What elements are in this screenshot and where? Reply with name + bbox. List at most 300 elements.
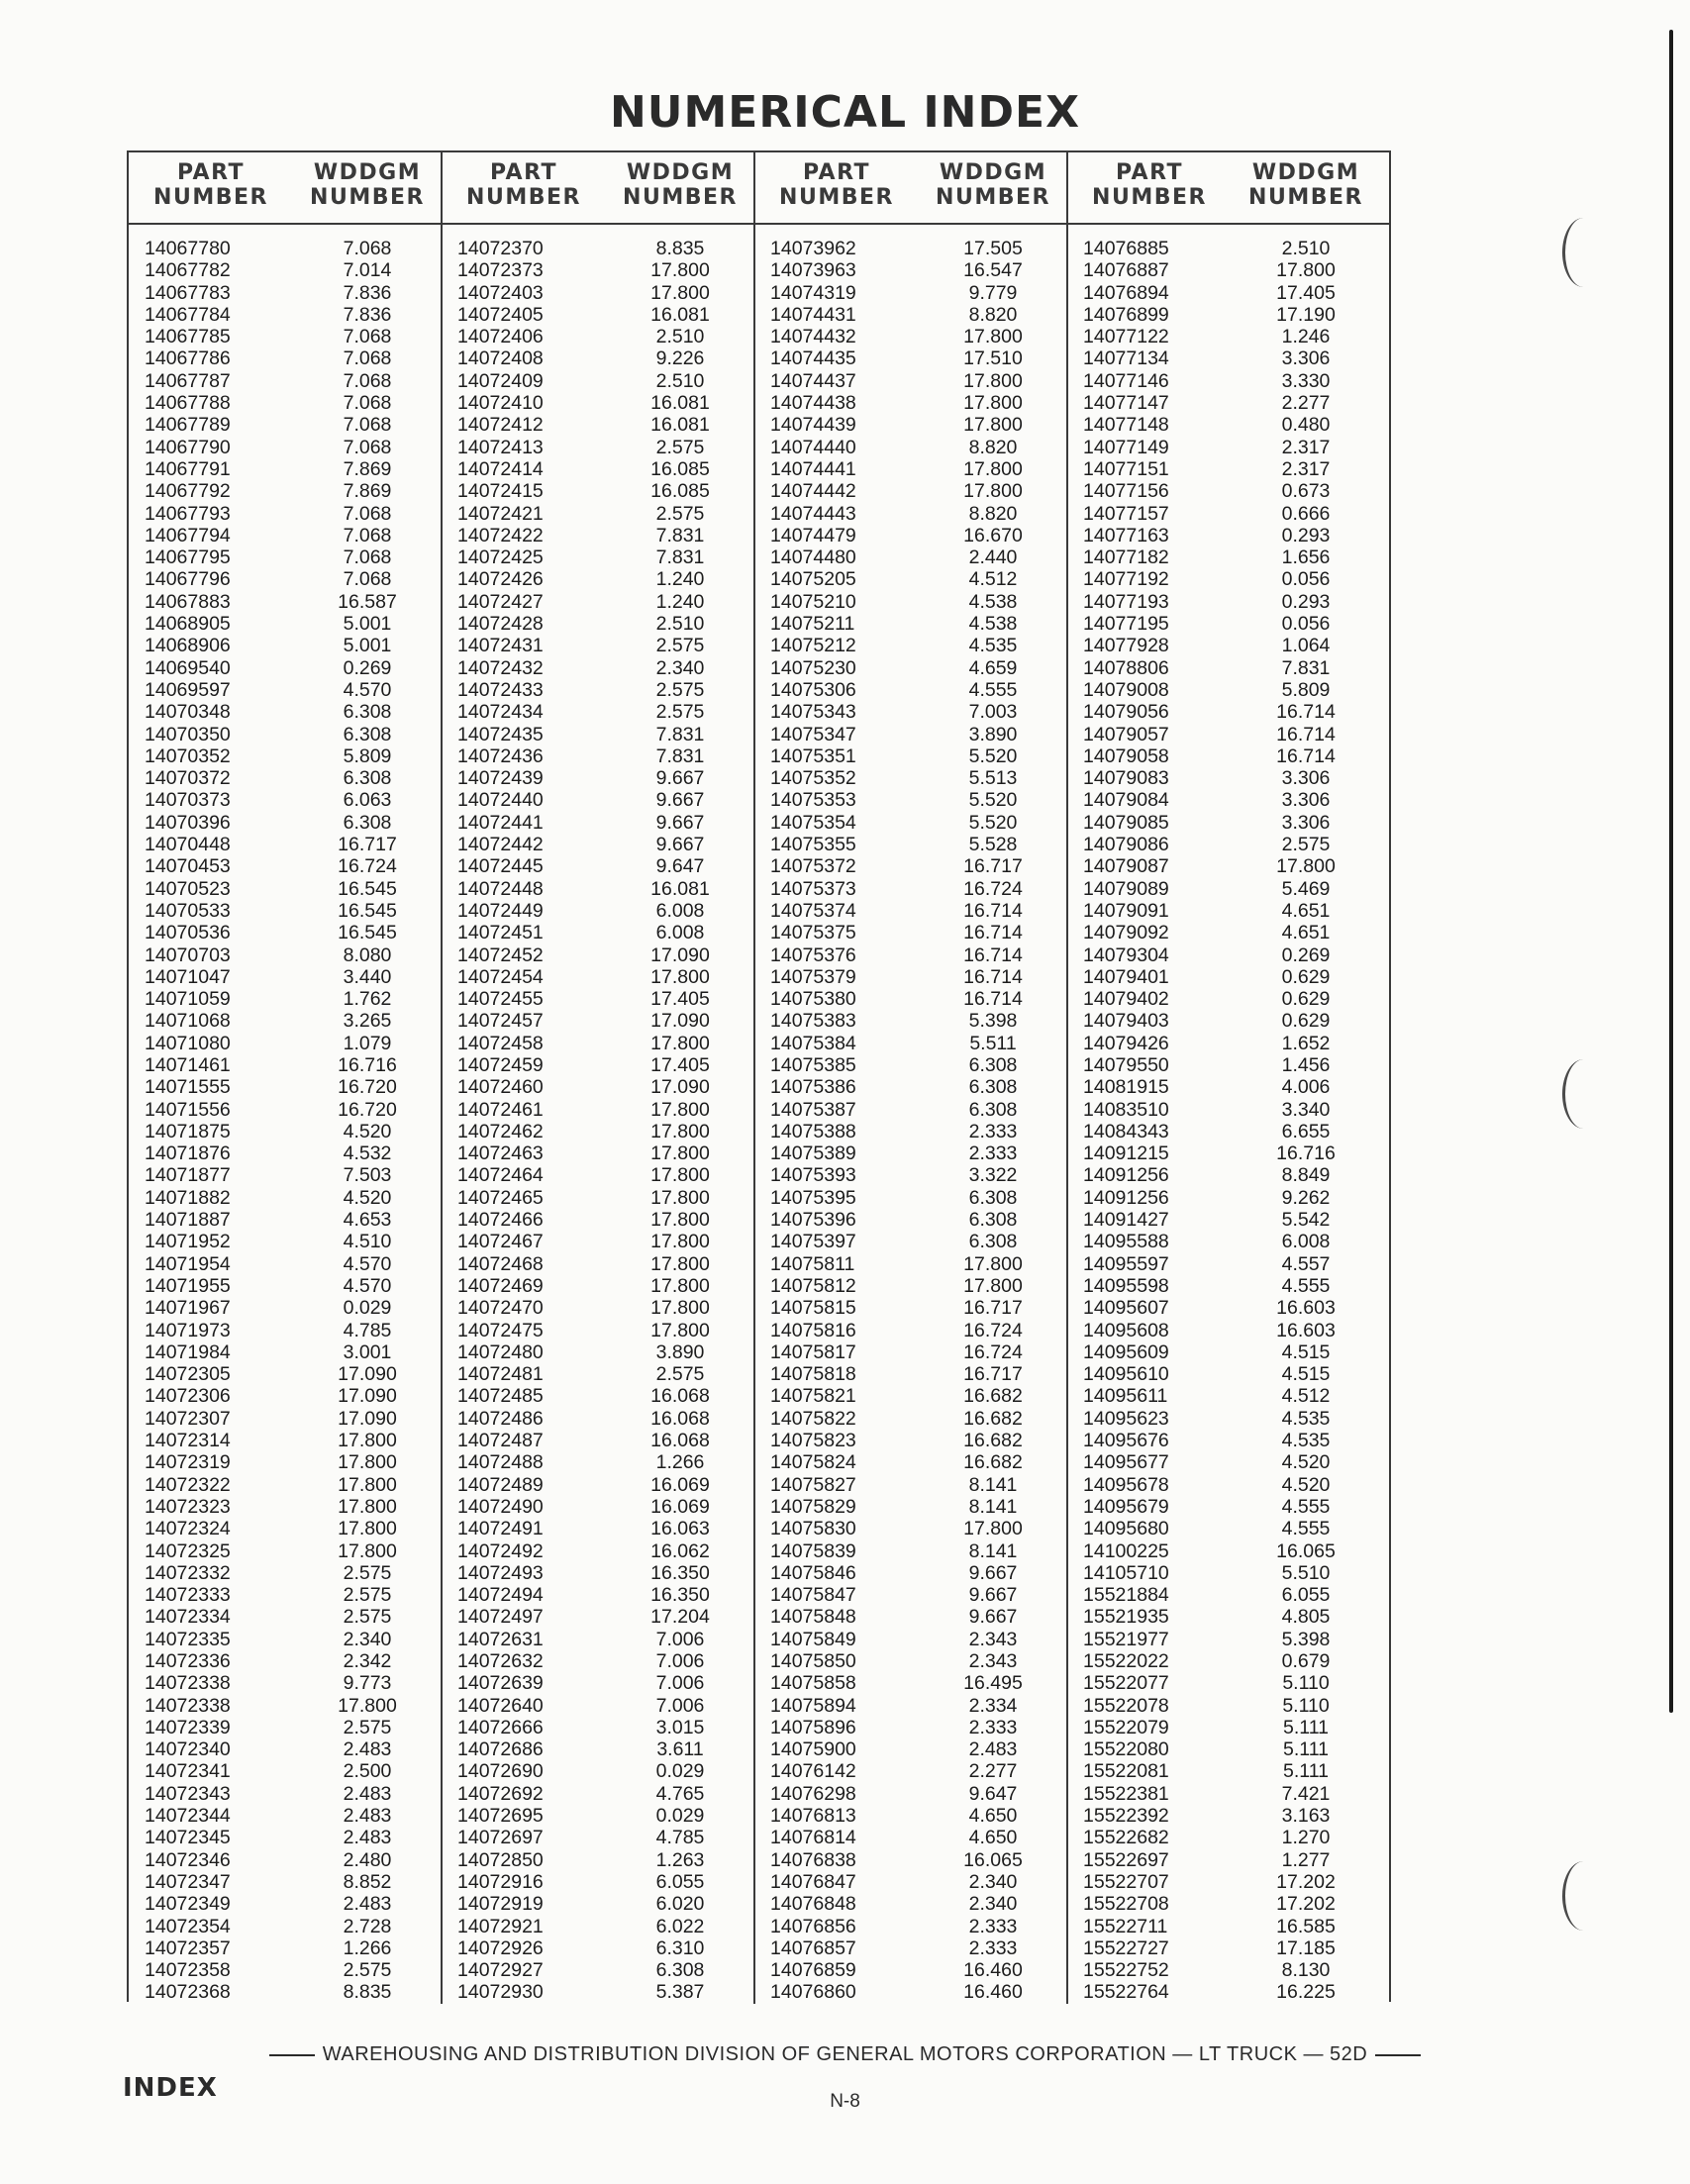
table-row bbox=[129, 635, 442, 656]
table-row bbox=[442, 1937, 754, 1959]
part-number: 14075827 bbox=[770, 1473, 856, 1496]
part-number: 14077157 bbox=[1083, 502, 1169, 525]
wddgm-number: 16.717 bbox=[963, 1297, 1023, 1320]
wddgm-number: 17.090 bbox=[650, 1010, 710, 1033]
part-number: 14067786 bbox=[145, 347, 231, 370]
table-row bbox=[754, 1518, 1067, 1539]
table-row bbox=[442, 1408, 754, 1430]
part-number: 14076142 bbox=[770, 1760, 856, 1783]
wddgm-number: 4.555 bbox=[1281, 1274, 1331, 1297]
part-number: 14072439 bbox=[457, 767, 544, 790]
part-number: 14072467 bbox=[457, 1231, 544, 1253]
wddgm-number: 16.545 bbox=[338, 899, 397, 922]
part-number: 14070352 bbox=[145, 745, 231, 767]
part-number: 14071967 bbox=[145, 1297, 231, 1320]
table-row bbox=[1067, 347, 1380, 369]
part-number: 14076887 bbox=[1083, 259, 1169, 282]
table-row bbox=[754, 1981, 1067, 2003]
table-row bbox=[754, 1363, 1067, 1385]
part-number: 14077149 bbox=[1083, 436, 1169, 458]
part-number: 14072305 bbox=[145, 1363, 231, 1386]
wddgm-number: 9.773 bbox=[343, 1672, 392, 1695]
part-number: 14084343 bbox=[1083, 1120, 1169, 1142]
table-row bbox=[754, 812, 1067, 834]
wddgm-number: 5.520 bbox=[968, 789, 1018, 812]
part-number: 14067883 bbox=[145, 590, 231, 613]
wddgm-number: 6.022 bbox=[655, 1915, 705, 1937]
wddgm-number: 17.800 bbox=[338, 1430, 397, 1452]
table-row bbox=[442, 1562, 754, 1584]
table-row bbox=[1067, 259, 1380, 281]
part-number: 14074432 bbox=[770, 326, 856, 348]
wddgm-number: 2.483 bbox=[343, 1805, 392, 1828]
part-number: 14074438 bbox=[770, 392, 856, 415]
table-row bbox=[754, 525, 1067, 546]
part-number: 14076848 bbox=[770, 1893, 856, 1916]
part-number: 14075375 bbox=[770, 922, 856, 944]
wddgm-number: 2.483 bbox=[343, 1782, 392, 1805]
wddgm-number: 0.029 bbox=[343, 1297, 392, 1320]
part-number-header-line1: PART bbox=[176, 160, 246, 185]
part-number: 14067792 bbox=[145, 480, 231, 503]
page-title: NUMERICAL INDEX bbox=[609, 87, 1081, 138]
table-row bbox=[754, 966, 1067, 988]
wddgm-number-header bbox=[1232, 160, 1380, 210]
part-number: 15522081 bbox=[1083, 1760, 1169, 1783]
wddgm-number: 7.831 bbox=[655, 524, 705, 546]
table-row bbox=[129, 944, 442, 966]
part-number: 14071875 bbox=[145, 1120, 231, 1142]
table-row bbox=[1067, 1562, 1380, 1584]
table-row bbox=[442, 1430, 754, 1451]
table-row bbox=[1067, 525, 1380, 546]
wddgm-number: 2.277 bbox=[1281, 392, 1331, 415]
part-number: 14067794 bbox=[145, 524, 231, 546]
wddgm-number: 6.308 bbox=[343, 811, 392, 834]
part-number: 15521884 bbox=[1083, 1584, 1169, 1607]
wddgm-number: 17.800 bbox=[963, 326, 1023, 348]
part-number: 14072459 bbox=[457, 1053, 544, 1076]
table-row bbox=[1067, 701, 1380, 723]
table-row bbox=[129, 1916, 442, 1937]
wddgm-number: 9.647 bbox=[655, 855, 705, 878]
wddgm-number: 7.006 bbox=[655, 1650, 705, 1672]
table-row bbox=[129, 1717, 442, 1738]
table-row bbox=[442, 1805, 754, 1827]
table-row bbox=[1067, 480, 1380, 502]
part-number: 14075849 bbox=[770, 1628, 856, 1650]
wddgm-number: 6.308 bbox=[968, 1186, 1018, 1209]
wddgm-number: 4.785 bbox=[655, 1827, 705, 1849]
wddgm-number: 2.483 bbox=[968, 1738, 1018, 1761]
part-number: 14075839 bbox=[770, 1539, 856, 1562]
wddgm-number: 5.110 bbox=[1282, 1672, 1330, 1695]
table-row bbox=[442, 878, 754, 900]
wddgm-number: 7.068 bbox=[343, 238, 392, 259]
wddgm-number: 3.001 bbox=[343, 1340, 392, 1363]
wddgm-number-header-line2: NUMBER bbox=[1248, 185, 1363, 210]
table-row bbox=[1067, 613, 1380, 635]
wddgm-number: 5.111 bbox=[1283, 1716, 1329, 1738]
part-number: 14070536 bbox=[145, 922, 231, 944]
part-number: 14072451 bbox=[457, 922, 544, 944]
wddgm-number-header-line1: WDDGM bbox=[313, 160, 422, 185]
part-number: 14077147 bbox=[1083, 392, 1169, 415]
table-row bbox=[1067, 657, 1380, 679]
part-number-header-line2: NUMBER bbox=[779, 185, 894, 210]
part-number-header bbox=[754, 160, 919, 210]
wddgm-number: 2.483 bbox=[343, 1893, 392, 1916]
wddgm-number: 3.890 bbox=[655, 1340, 705, 1363]
part-number: 14072485 bbox=[457, 1385, 544, 1408]
part-number: 14070523 bbox=[145, 877, 231, 900]
table-row bbox=[1067, 834, 1380, 855]
part-number: 14072422 bbox=[457, 524, 544, 546]
part-number: 14072425 bbox=[457, 546, 544, 569]
index-column-group bbox=[754, 238, 1067, 2004]
wddgm-number: 0.629 bbox=[1281, 1010, 1331, 1033]
part-number: 14074441 bbox=[770, 457, 856, 480]
wddgm-number: 4.520 bbox=[343, 1120, 392, 1142]
part-number: 14072455 bbox=[457, 988, 544, 1011]
table-row bbox=[442, 745, 754, 767]
table-row bbox=[442, 812, 754, 834]
table-row bbox=[442, 613, 754, 635]
part-number: 14075343 bbox=[770, 701, 856, 724]
part-number: 15522682 bbox=[1083, 1827, 1169, 1849]
table-row bbox=[1067, 944, 1380, 966]
part-number: 14077151 bbox=[1083, 457, 1169, 480]
part-number: 14072412 bbox=[457, 414, 544, 437]
part-number: 14073963 bbox=[770, 259, 856, 282]
table-row bbox=[1067, 1981, 1380, 2003]
part-number: 14072442 bbox=[457, 834, 544, 856]
part-number: 14076298 bbox=[770, 1782, 856, 1805]
part-number: 14072325 bbox=[145, 1539, 231, 1562]
wddgm-number: 17.800 bbox=[650, 1274, 710, 1297]
table-row bbox=[129, 745, 442, 767]
table-row bbox=[442, 635, 754, 656]
table-row bbox=[754, 1959, 1067, 1981]
part-number: 14072469 bbox=[457, 1274, 544, 1297]
wddgm-number: 16.081 bbox=[650, 303, 710, 326]
wddgm-number: 16.081 bbox=[650, 414, 710, 437]
table-row bbox=[129, 568, 442, 590]
wddgm-number: 2.340 bbox=[968, 1893, 1018, 1916]
table-row bbox=[129, 1297, 442, 1319]
part-number: 14070448 bbox=[145, 834, 231, 856]
wddgm-number: 2.342 bbox=[343, 1650, 392, 1672]
part-number: 14072306 bbox=[145, 1385, 231, 1408]
table-row bbox=[129, 1805, 442, 1827]
wddgm-number: 7.068 bbox=[343, 546, 392, 569]
wddgm-number: 7.831 bbox=[655, 723, 705, 745]
wddgm-number: 0.679 bbox=[1281, 1650, 1331, 1672]
table-row bbox=[129, 812, 442, 834]
part-number: 14075376 bbox=[770, 943, 856, 966]
table-row bbox=[442, 480, 754, 502]
table-row bbox=[129, 1760, 442, 1782]
part-number: 14079056 bbox=[1083, 701, 1169, 724]
wddgm-number: 17.090 bbox=[338, 1407, 397, 1430]
table-row bbox=[442, 1540, 754, 1562]
table-row bbox=[1067, 1783, 1380, 1805]
part-number: 14071068 bbox=[145, 1010, 231, 1033]
wddgm-number: 8.852 bbox=[343, 1870, 392, 1893]
wddgm-number: 9.667 bbox=[968, 1561, 1018, 1584]
part-number: 14072413 bbox=[457, 436, 544, 458]
part-number-header bbox=[1067, 160, 1232, 210]
wddgm-number: 7.003 bbox=[968, 701, 1018, 724]
wddgm-number: 1.656 bbox=[1281, 546, 1331, 569]
wddgm-number: 2.510 bbox=[655, 326, 705, 348]
wddgm-number: 17.800 bbox=[963, 369, 1023, 392]
table-row bbox=[129, 591, 442, 613]
part-number: 15521935 bbox=[1083, 1606, 1169, 1629]
wddgm-number: 17.800 bbox=[338, 1539, 397, 1562]
part-number: 14079008 bbox=[1083, 678, 1169, 701]
part-number: 14072497 bbox=[457, 1606, 544, 1629]
table-row bbox=[1067, 1297, 1380, 1319]
table-row bbox=[1067, 767, 1380, 789]
table-row bbox=[442, 238, 754, 259]
table-row bbox=[754, 878, 1067, 900]
table-row bbox=[442, 1099, 754, 1121]
binder-ring-hole bbox=[1562, 1059, 1605, 1129]
wddgm-number: 8.141 bbox=[968, 1539, 1018, 1562]
table-row bbox=[129, 767, 442, 789]
part-number: 14072486 bbox=[457, 1407, 544, 1430]
table-row bbox=[442, 1121, 754, 1142]
table-row bbox=[1067, 855, 1380, 877]
table-row bbox=[442, 657, 754, 679]
part-number: 14072686 bbox=[457, 1738, 544, 1761]
wddgm-number: 17.090 bbox=[338, 1363, 397, 1386]
table-row bbox=[754, 1451, 1067, 1473]
wddgm-number: 17.800 bbox=[650, 1297, 710, 1320]
part-number: 14067784 bbox=[145, 303, 231, 326]
table-row bbox=[1067, 282, 1380, 304]
wddgm-number: 4.510 bbox=[343, 1231, 392, 1253]
table-row bbox=[1067, 988, 1380, 1010]
part-number: 14075374 bbox=[770, 899, 856, 922]
part-number: 14072475 bbox=[457, 1319, 544, 1341]
part-number: 14071973 bbox=[145, 1319, 231, 1341]
wddgm-number: 2.575 bbox=[343, 1584, 392, 1607]
table-header bbox=[129, 152, 1389, 225]
table-row bbox=[129, 1672, 442, 1694]
wddgm-number: 4.532 bbox=[343, 1142, 392, 1165]
part-number: 14067782 bbox=[145, 259, 231, 282]
table-row bbox=[1067, 1451, 1380, 1473]
part-number: 14070453 bbox=[145, 855, 231, 878]
part-number: 14075896 bbox=[770, 1716, 856, 1738]
wddgm-number: 7.068 bbox=[343, 414, 392, 437]
part-number: 14072448 bbox=[457, 877, 544, 900]
part-number: 14072441 bbox=[457, 811, 544, 834]
table-row bbox=[129, 326, 442, 347]
wddgm-number: 2.575 bbox=[655, 635, 705, 657]
part-number: 14072406 bbox=[457, 326, 544, 348]
wddgm-number: 6.308 bbox=[968, 1098, 1018, 1121]
table-row bbox=[1067, 878, 1380, 900]
wddgm-number: 2.333 bbox=[968, 1915, 1018, 1937]
table-row bbox=[1067, 1142, 1380, 1164]
wddgm-number: 16.682 bbox=[963, 1407, 1023, 1430]
table-row bbox=[129, 1385, 442, 1407]
wddgm-number: 4.515 bbox=[1281, 1340, 1331, 1363]
part-number: 14079550 bbox=[1083, 1053, 1169, 1076]
wddgm-number: 1.652 bbox=[1281, 1032, 1331, 1054]
wddgm-number: 7.831 bbox=[655, 546, 705, 569]
part-number: 14075379 bbox=[770, 965, 856, 988]
wddgm-number: 7.068 bbox=[343, 524, 392, 546]
part-number: 14071047 bbox=[145, 965, 231, 988]
part-number: 14072666 bbox=[457, 1716, 544, 1738]
table-row bbox=[754, 1408, 1067, 1430]
table-row bbox=[129, 900, 442, 922]
table-row bbox=[1067, 789, 1380, 811]
table-row bbox=[1067, 1717, 1380, 1738]
part-number: 14072462 bbox=[457, 1120, 544, 1142]
wddgm-number: 0.029 bbox=[655, 1760, 705, 1783]
wddgm-number: 7.014 bbox=[343, 259, 392, 282]
wddgm-number: 0.269 bbox=[1281, 943, 1331, 966]
wddgm-number: 4.570 bbox=[343, 1274, 392, 1297]
part-number: 14075355 bbox=[770, 834, 856, 856]
part-number: 14072427 bbox=[457, 590, 544, 613]
wddgm-number: 6.308 bbox=[968, 1076, 1018, 1099]
part-number: 14072403 bbox=[457, 281, 544, 304]
wddgm-number: 16.460 bbox=[963, 1981, 1023, 2004]
table-row bbox=[442, 591, 754, 613]
wddgm-number: 17.800 bbox=[650, 965, 710, 988]
table-row bbox=[129, 238, 442, 259]
table-row bbox=[1067, 1760, 1380, 1782]
wddgm-number: 2.333 bbox=[968, 1716, 1018, 1738]
wddgm-number: 5.520 bbox=[968, 745, 1018, 767]
wddgm-number: 2.340 bbox=[968, 1870, 1018, 1893]
part-number: 14072340 bbox=[145, 1738, 231, 1761]
part-number: 14071952 bbox=[145, 1231, 231, 1253]
part-number: 14072408 bbox=[457, 347, 544, 370]
table-row bbox=[442, 1275, 754, 1297]
wddgm-number: 16.682 bbox=[963, 1430, 1023, 1452]
table-row bbox=[442, 458, 754, 480]
part-number: 14067785 bbox=[145, 326, 231, 348]
part-number: 14072345 bbox=[145, 1827, 231, 1849]
table-row bbox=[754, 1496, 1067, 1518]
wddgm-number: 7.836 bbox=[343, 303, 392, 326]
table-row bbox=[442, 259, 754, 281]
part-number: 14095588 bbox=[1083, 1231, 1169, 1253]
part-number: 15522697 bbox=[1083, 1848, 1169, 1871]
table-row bbox=[129, 503, 442, 525]
part-number: 14072692 bbox=[457, 1782, 544, 1805]
table-row bbox=[1067, 1010, 1380, 1032]
wddgm-number: 4.538 bbox=[968, 590, 1018, 613]
part-number: 14072428 bbox=[457, 613, 544, 636]
part-number: 14072436 bbox=[457, 745, 544, 767]
wddgm-number-header bbox=[919, 160, 1067, 210]
table-row bbox=[442, 789, 754, 811]
table-row bbox=[1067, 568, 1380, 590]
wddgm-number: 8.820 bbox=[968, 502, 1018, 525]
part-number: 14067796 bbox=[145, 568, 231, 591]
part-number: 14072415 bbox=[457, 480, 544, 503]
table-row bbox=[442, 724, 754, 745]
part-number: 14075858 bbox=[770, 1672, 856, 1695]
wddgm-number: 2.575 bbox=[1281, 834, 1331, 856]
wddgm-number: 2.277 bbox=[968, 1760, 1018, 1783]
table-row bbox=[754, 1937, 1067, 1959]
table-row bbox=[442, 392, 754, 414]
table-row bbox=[442, 1320, 754, 1341]
part-number: 14072346 bbox=[145, 1848, 231, 1871]
wddgm-number: 6.008 bbox=[655, 922, 705, 944]
part-number: 14075393 bbox=[770, 1164, 856, 1187]
table-row bbox=[754, 789, 1067, 811]
wddgm-number: 6.308 bbox=[655, 1959, 705, 1982]
part-number: 14071555 bbox=[145, 1076, 231, 1099]
part-number: 14077122 bbox=[1083, 326, 1169, 348]
table-row bbox=[442, 1209, 754, 1231]
part-number: 14072632 bbox=[457, 1650, 544, 1672]
part-number: 14075829 bbox=[770, 1495, 856, 1518]
part-number: 14071955 bbox=[145, 1274, 231, 1297]
part-number: 14072926 bbox=[457, 1936, 544, 1959]
table-row bbox=[1067, 1893, 1380, 1915]
table-row bbox=[442, 1187, 754, 1209]
table-row bbox=[1067, 326, 1380, 347]
table-row bbox=[129, 834, 442, 855]
table-row bbox=[129, 1606, 442, 1628]
table-row bbox=[129, 657, 442, 679]
wddgm-number: 3.265 bbox=[343, 1010, 392, 1033]
part-number: 14095611 bbox=[1083, 1385, 1168, 1408]
table-row bbox=[1067, 1076, 1380, 1098]
wddgm-number: 1.270 bbox=[1281, 1827, 1331, 1849]
part-number: 15522078 bbox=[1083, 1694, 1169, 1717]
table-row bbox=[129, 1275, 442, 1297]
part-number: 14070396 bbox=[145, 811, 231, 834]
part-number: 14079091 bbox=[1083, 899, 1169, 922]
wddgm-number: 8.835 bbox=[343, 1981, 392, 2004]
wddgm-number: 9.667 bbox=[968, 1584, 1018, 1607]
part-number: 14067790 bbox=[145, 436, 231, 458]
part-number: 14072919 bbox=[457, 1893, 544, 1916]
table-row bbox=[129, 1629, 442, 1650]
part-number: 14076813 bbox=[770, 1805, 856, 1828]
wddgm-number: 4.555 bbox=[968, 678, 1018, 701]
part-number: 14072335 bbox=[145, 1628, 231, 1650]
table-row bbox=[754, 1033, 1067, 1054]
wddgm-number: 16.460 bbox=[963, 1959, 1023, 1982]
table-row bbox=[129, 347, 442, 369]
part-number: 15522079 bbox=[1083, 1716, 1169, 1738]
table-row bbox=[129, 701, 442, 723]
wddgm-number: 3.340 bbox=[1281, 1098, 1331, 1121]
wddgm-number: 17.800 bbox=[650, 1164, 710, 1187]
table-row bbox=[129, 922, 442, 943]
wddgm-number: 16.547 bbox=[963, 259, 1023, 282]
table-row bbox=[442, 437, 754, 458]
wddgm-number: 5.511 bbox=[969, 1032, 1017, 1054]
wddgm-number: 5.398 bbox=[1281, 1628, 1331, 1650]
table-row bbox=[442, 1076, 754, 1098]
part-number: 14095676 bbox=[1083, 1430, 1169, 1452]
wddgm-number: 0.666 bbox=[1281, 502, 1331, 525]
